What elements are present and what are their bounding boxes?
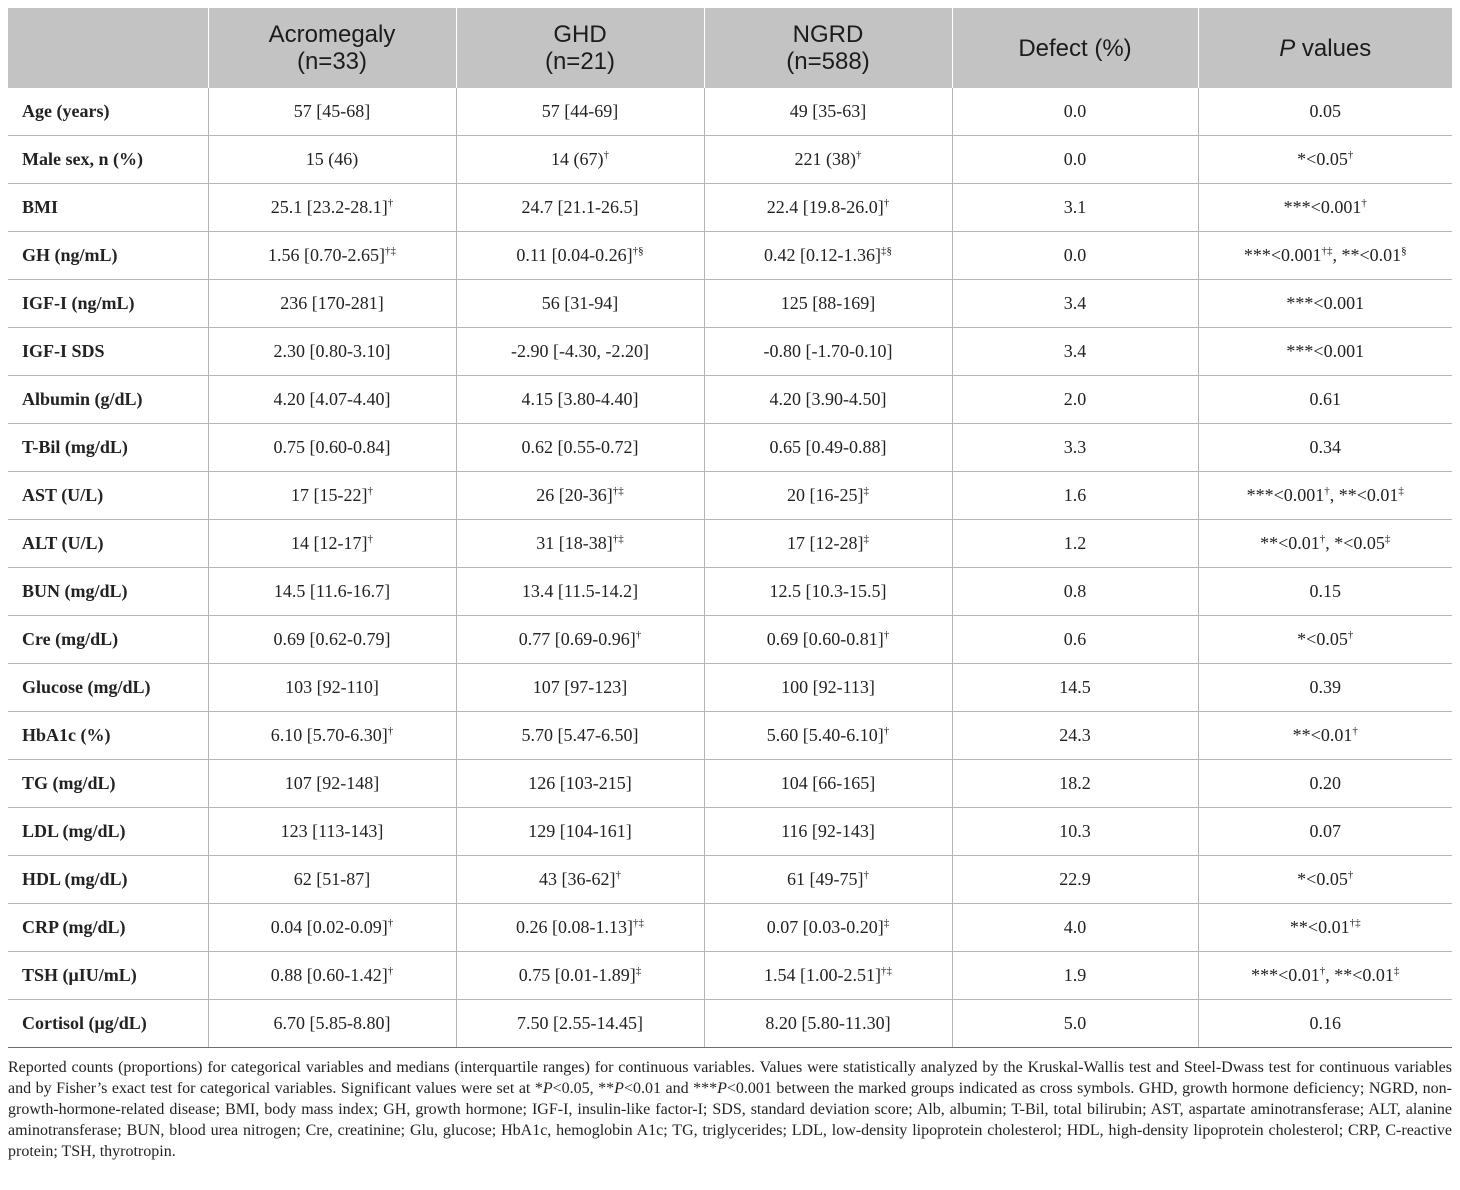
cell-value: 17 [12-28] (787, 533, 864, 553)
cell-acromegaly (208, 712, 456, 760)
cell-value: 4.15 [3.80-4.40] (521, 389, 639, 409)
cell-value: 56 [31-94] (541, 293, 619, 313)
cell-defect (952, 904, 1198, 952)
cell-value: 0.20 (1309, 773, 1341, 793)
cell-value: 123 [113-143] (280, 821, 384, 841)
row-label: Glucose (mg/dL) (8, 664, 208, 712)
table-container (8, 8, 1452, 1162)
cell-value: , **<0.01 (1329, 485, 1399, 505)
cell-value: 0.8 (1063, 581, 1087, 601)
cell-value: ***<0.001 (1286, 341, 1365, 361)
cell-p-value (1198, 808, 1452, 856)
cell-defect (952, 328, 1198, 376)
cell-value: 3.4 (1063, 293, 1087, 313)
cell-value: 221 (38) (794, 149, 856, 169)
cell-acromegaly (208, 184, 456, 232)
cell-value: 17 [15-22] (291, 485, 368, 505)
cell-ghd (456, 568, 704, 616)
table-row (8, 568, 1452, 616)
cell-value: 0.07 (1309, 821, 1341, 841)
cell-p-value (1198, 616, 1452, 664)
cell-defect (952, 520, 1198, 568)
row-label: HDL (mg/dL) (8, 856, 208, 904)
data-table (8, 8, 1452, 1048)
cell-p-value (1198, 904, 1452, 952)
cell-value: 0.15 (1309, 581, 1341, 601)
cell-defect (952, 472, 1198, 520)
cell-value: 4.0 (1063, 917, 1087, 937)
table-row (8, 376, 1452, 424)
table-row (8, 424, 1452, 472)
cell-value: 0.07 [0.03-0.20] (766, 917, 884, 937)
cell-p-value (1198, 88, 1452, 136)
cell-value: 43 [36-62] (539, 869, 616, 889)
cell-value: 18.2 (1059, 773, 1091, 793)
cell-value: 61 [49-75] (787, 869, 864, 889)
header-row (8, 8, 1452, 88)
cell-value: 0.75 [0.01-1.89] (518, 965, 636, 985)
cell-value: 8.20 [5.80-11.30] (765, 1013, 891, 1033)
significance-marker: † (1324, 485, 1330, 497)
row-label: Age (years) (8, 88, 208, 136)
header-ngrd: NGRD (n=588) (704, 8, 952, 88)
cell-value: 2.0 (1063, 389, 1087, 409)
significance-marker: †‡ (880, 965, 892, 977)
significance-marker: †‡ (632, 917, 644, 929)
header-p-values: P values (1198, 8, 1452, 88)
cell-value: 0.65 [0.49-0.88] (769, 437, 887, 457)
cell-ngrd (704, 232, 952, 280)
cell-value: 129 [104-161] (528, 821, 632, 841)
cell-ngrd (704, 328, 952, 376)
cell-acromegaly (208, 904, 456, 952)
cell-acromegaly (208, 88, 456, 136)
cell-ghd (456, 712, 704, 760)
cell-value: **<0.01 (1289, 917, 1350, 937)
cell-ngrd (704, 808, 952, 856)
cell-ghd (456, 856, 704, 904)
cell-ghd (456, 904, 704, 952)
cell-defect (952, 856, 1198, 904)
cell-ngrd (704, 952, 952, 1000)
cell-ngrd (704, 904, 952, 952)
cell-value: ***<0.001 (1243, 245, 1322, 265)
table-row (8, 184, 1452, 232)
table-row (8, 616, 1452, 664)
cell-value: 236 [170-281] (280, 293, 384, 313)
cell-p-value (1198, 568, 1452, 616)
table-row (8, 952, 1452, 1000)
cell-ngrd (704, 856, 952, 904)
cell-defect (952, 136, 1198, 184)
row-label: GH (ng/mL) (8, 232, 208, 280)
significance-marker: † (1347, 629, 1354, 641)
cell-ghd (456, 760, 704, 808)
cell-value: 57 [44-69] (541, 101, 619, 121)
cell-p-value (1198, 1000, 1452, 1048)
table-row (8, 88, 1452, 136)
cell-value: 1.2 (1063, 533, 1087, 553)
cell-p-value (1198, 712, 1452, 760)
cell-acromegaly (208, 1000, 456, 1048)
cell-value: 3.4 (1063, 341, 1087, 361)
row-label: Cortisol (μg/dL) (8, 1000, 208, 1048)
cell-value: 22.9 (1059, 869, 1091, 889)
table-row (8, 328, 1452, 376)
cell-value: 107 [92-148] (284, 773, 380, 793)
cell-ghd (456, 328, 704, 376)
cell-ngrd (704, 568, 952, 616)
cell-acromegaly (208, 328, 456, 376)
significance-marker: † (1347, 149, 1354, 161)
table-row (8, 472, 1452, 520)
significance-marker: †‡ (612, 533, 624, 545)
cell-value: 0.16 (1309, 1013, 1341, 1033)
cell-defect (952, 952, 1198, 1000)
cell-value: 24.7 [21.1-26.5] (521, 197, 639, 217)
cell-acromegaly (208, 520, 456, 568)
row-label: CRP (mg/dL) (8, 904, 208, 952)
cell-value: ***<0.01 (1251, 965, 1320, 985)
cell-value: ***<0.001 (1286, 293, 1365, 313)
cell-value: 104 [66-165] (780, 773, 876, 793)
cell-value: 0.69 [0.60-0.81] (766, 629, 884, 649)
significance-marker: † (603, 149, 609, 161)
cell-value: 3.1 (1063, 197, 1087, 217)
cell-ghd (456, 808, 704, 856)
cell-value: 0.11 [0.04-0.26] (516, 245, 633, 265)
significance-marker: † (1319, 533, 1326, 545)
significance-marker: † (883, 725, 890, 737)
cell-value: 0.05 (1309, 101, 1341, 121)
cell-value: 15 (46) (305, 149, 359, 169)
cell-value: 31 [18-38] (536, 533, 613, 553)
cell-ghd (456, 184, 704, 232)
cell-value: 4.20 [4.07-4.40] (273, 389, 391, 409)
cell-ghd (456, 376, 704, 424)
header-acromegaly: Acromegaly (n=33) (208, 8, 456, 88)
cell-value: 103 [92-110] (285, 677, 379, 697)
cell-value: 57 [45-68] (293, 101, 371, 121)
cell-ngrd (704, 664, 952, 712)
table-footnote: Reported counts (proportions) for categorical variables and medians (interquartile ranges) for continuous variables. Values were statistically analyzed by the Kruskal-Wallis test and Steel-Dwass test for continuous variables and by Fisher’s exact test for categorical variables. Significant values were set at *P<0.05, **P<0.01 and ***P<0.001 between the marked groups indicated as cross symbols. GHD, growth hormone deficiency; NGRD, non-growth-hormone-related disease; BMI, body mass index; GH, growth hormone; IGF-I, insulin-like factor-I; SDS, standard deviation score; Alb, albumin; T-Bil, total bilirubin; AST, aspartate aminotransferase; ALT, alanine aminotransferase; BUN, blood urea nitrogen; Cre, creatinine; Glu, glucose; HbA1c, hemoglobin A1c; TG, triglycerides; LDL, low-density lipoprotein cholesterol; HDL, high-density lipoprotein cholesterol; CRP, C-reactive protein; TSH, thyrotropin. (8, 1059, 1453, 1160)
cell-value: 10.3 (1059, 821, 1091, 841)
table-row (8, 760, 1452, 808)
cell-acromegaly (208, 232, 456, 280)
cell-p-value (1198, 520, 1452, 568)
cell-value: ***<0.001 (1246, 485, 1325, 505)
cell-value: **<0.01 (1260, 533, 1320, 553)
cell-value: *<0.05 (1297, 869, 1348, 889)
header-ghd: GHD (n=21) (456, 8, 704, 88)
significance-marker: † (1352, 725, 1358, 737)
significance-marker: § (1401, 245, 1407, 257)
cell-acromegaly (208, 808, 456, 856)
cell-value: 24.3 (1059, 725, 1091, 745)
cell-value: 0.77 [0.69-0.96] (518, 629, 636, 649)
significance-marker: †‡ (1321, 245, 1333, 257)
cell-defect (952, 232, 1198, 280)
cell-acromegaly (208, 760, 456, 808)
cell-value: 5.60 [5.40-6.10] (766, 725, 884, 745)
cell-value: 0.26 [0.08-1.13] (516, 917, 633, 937)
cell-ngrd (704, 712, 952, 760)
cell-value: 0.61 (1309, 389, 1341, 409)
cell-value: 14 [12-17] (291, 533, 368, 553)
cell-p-value (1198, 952, 1452, 1000)
cell-value: 0.6 (1063, 629, 1087, 649)
cell-value: 3.3 (1063, 437, 1087, 457)
cell-acromegaly (208, 472, 456, 520)
cell-p-value (1198, 280, 1452, 328)
cell-value: 7.50 [2.55-14.45] (517, 1013, 643, 1033)
cell-value: 1.56 [0.70-2.65] (268, 245, 385, 265)
cell-acromegaly (208, 280, 456, 328)
table-row (8, 664, 1452, 712)
row-label: TG (mg/dL) (8, 760, 208, 808)
significance-marker: † (1361, 197, 1367, 209)
table-row (8, 712, 1452, 760)
significance-marker: † (856, 149, 862, 161)
row-label: TSH (μIU/mL) (8, 952, 208, 1000)
significance-marker: †§ (632, 245, 644, 257)
cell-p-value (1198, 376, 1452, 424)
cell-acromegaly (208, 424, 456, 472)
significance-marker: ‡ (635, 965, 642, 977)
cell-acromegaly (208, 952, 456, 1000)
row-label: BMI (8, 184, 208, 232)
cell-defect (952, 184, 1198, 232)
cell-value: 0.75 [0.60-0.84] (273, 437, 391, 457)
cell-ghd (456, 1000, 704, 1048)
cell-value: 14.5 (1059, 677, 1091, 697)
cell-p-value (1198, 856, 1452, 904)
cell-value: 1.6 (1063, 485, 1087, 505)
cell-value: ***<0.001 (1283, 197, 1362, 217)
significance-marker: ‡§ (880, 245, 892, 257)
cell-value: 13.4 [11.5-14.2] (521, 581, 639, 601)
cell-ngrd (704, 616, 952, 664)
cell-defect (952, 376, 1198, 424)
cell-value: 22.4 [19.8-26.0] (766, 197, 884, 217)
cell-value: 125 [88-169] (780, 293, 876, 313)
cell-value: 0.69 [0.62-0.79] (273, 629, 391, 649)
significance-marker: † (1347, 869, 1354, 881)
table-body (8, 88, 1452, 1048)
row-label: Cre (mg/dL) (8, 616, 208, 664)
table-row (8, 280, 1452, 328)
cell-acromegaly (208, 664, 456, 712)
cell-ghd (456, 952, 704, 1000)
row-label: IGF-I SDS (8, 328, 208, 376)
cell-ngrd (704, 520, 952, 568)
row-label: Male sex, n (%) (8, 136, 208, 184)
cell-value: 49 [35-63] (789, 101, 867, 121)
cell-value: 100 [92-113] (781, 677, 875, 697)
row-label: HbA1c (%) (8, 712, 208, 760)
cell-value: 6.10 [5.70-6.30] (270, 725, 388, 745)
row-label: AST (U/L) (8, 472, 208, 520)
cell-value: 0.42 [0.12-1.36] (764, 245, 881, 265)
cell-ngrd (704, 88, 952, 136)
table-row (8, 904, 1452, 952)
cell-value: -0.80 [-1.70-0.10] (763, 341, 893, 361)
cell-acromegaly (208, 376, 456, 424)
row-label: BUN (mg/dL) (8, 568, 208, 616)
cell-defect (952, 1000, 1198, 1048)
header-defect: Defect (%) (952, 8, 1198, 88)
cell-ngrd (704, 760, 952, 808)
cell-ghd (456, 280, 704, 328)
significance-marker: †‡ (1349, 917, 1361, 929)
cell-acromegaly (208, 616, 456, 664)
cell-ghd (456, 472, 704, 520)
significance-marker: † (863, 869, 869, 881)
significance-marker: ‡ (883, 917, 890, 929)
row-label: Albumin (g/dL) (8, 376, 208, 424)
cell-value: **<0.01 (1292, 725, 1353, 745)
cell-defect (952, 808, 1198, 856)
cell-value: 1.54 [1.00-2.51] (764, 965, 881, 985)
cell-value: 0.04 [0.02-0.09] (270, 917, 388, 937)
cell-value: 5.70 [5.47-6.50] (521, 725, 639, 745)
cell-defect (952, 280, 1198, 328)
cell-value: 0.0 (1063, 149, 1087, 169)
cell-value: 107 [97-123] (532, 677, 628, 697)
table-row (8, 136, 1452, 184)
cell-acromegaly (208, 136, 456, 184)
significance-marker: † (1319, 965, 1326, 977)
significance-marker: † (883, 197, 890, 209)
cell-value: 4.20 [3.90-4.50] (769, 389, 887, 409)
table-row (8, 856, 1452, 904)
significance-marker: ‡ (1398, 485, 1404, 497)
cell-p-value (1198, 424, 1452, 472)
table-row (8, 1000, 1452, 1048)
cell-p-value (1198, 232, 1452, 280)
cell-p-value (1198, 328, 1452, 376)
cell-defect (952, 760, 1198, 808)
cell-value: 5.0 (1063, 1013, 1087, 1033)
cell-defect (952, 568, 1198, 616)
significance-marker: ‡ (863, 533, 869, 545)
cell-ghd (456, 232, 704, 280)
significance-marker: † (387, 725, 394, 737)
cell-value: 12.5 [10.3-15.5] (769, 581, 887, 601)
significance-marker: † (615, 869, 621, 881)
header-blank (8, 8, 208, 88)
cell-acromegaly (208, 568, 456, 616)
significance-marker: † (387, 197, 394, 209)
significance-marker: † (387, 917, 394, 929)
cell-p-value (1198, 136, 1452, 184)
row-label: T-Bil (mg/dL) (8, 424, 208, 472)
significance-marker: ‡ (863, 485, 869, 497)
cell-value: *<0.05 (1297, 629, 1348, 649)
significance-marker: †‡ (612, 485, 624, 497)
cell-ghd (456, 136, 704, 184)
cell-ghd (456, 664, 704, 712)
cell-value: 0.0 (1063, 101, 1087, 121)
cell-ngrd (704, 376, 952, 424)
cell-value: , **<0.01 (1325, 965, 1394, 985)
cell-acromegaly (208, 856, 456, 904)
significance-marker: † (367, 533, 373, 545)
significance-marker: † (387, 965, 394, 977)
cell-value: 6.70 [5.85-8.80] (273, 1013, 391, 1033)
cell-value: -2.90 [-4.30, -2.20] (511, 341, 649, 361)
cell-value: 0.0 (1063, 245, 1087, 265)
cell-p-value (1198, 472, 1452, 520)
cell-defect (952, 616, 1198, 664)
significance-marker: † (635, 629, 642, 641)
cell-ngrd (704, 1000, 952, 1048)
row-label: ALT (U/L) (8, 520, 208, 568)
cell-ngrd (704, 472, 952, 520)
cell-ngrd (704, 136, 952, 184)
significance-marker: † (883, 629, 890, 641)
cell-value: 62 [51-87] (293, 869, 371, 889)
cell-ghd (456, 616, 704, 664)
cell-ghd (456, 424, 704, 472)
cell-defect (952, 664, 1198, 712)
cell-ghd (456, 520, 704, 568)
cell-defect (952, 712, 1198, 760)
cell-value: , **<0.01 (1332, 245, 1402, 265)
cell-p-value (1198, 760, 1452, 808)
row-label: LDL (mg/dL) (8, 808, 208, 856)
cell-value: 126 [103-215] (528, 773, 632, 793)
cell-value: , *<0.05 (1325, 533, 1385, 553)
cell-value: 20 [16-25] (787, 485, 864, 505)
row-label: IGF-I (ng/mL) (8, 280, 208, 328)
cell-value: 25.1 [23.2-28.1] (270, 197, 388, 217)
cell-value: 0.39 (1309, 677, 1341, 697)
cell-p-value (1198, 664, 1452, 712)
cell-value: 14.5 [11.6-16.7] (273, 581, 391, 601)
cell-value: 0.62 [0.55-0.72] (521, 437, 639, 457)
cell-value: 14 (67) (551, 149, 604, 169)
cell-value: 116 [92-143] (781, 821, 875, 841)
table-row (8, 520, 1452, 568)
table-row (8, 808, 1452, 856)
significance-marker: † (367, 485, 373, 497)
cell-value: 0.88 [0.60-1.42] (270, 965, 388, 985)
cell-defect (952, 88, 1198, 136)
cell-value: 0.34 (1309, 437, 1341, 457)
cell-defect (952, 424, 1198, 472)
cell-p-value (1198, 184, 1452, 232)
cell-value: 26 [20-36] (536, 485, 613, 505)
significance-marker: ‡ (1393, 965, 1400, 977)
cell-ngrd (704, 280, 952, 328)
significance-marker: ‡ (1384, 533, 1391, 545)
significance-marker: †‡ (384, 245, 396, 257)
cell-ngrd (704, 184, 952, 232)
cell-value: 2.30 [0.80-3.10] (273, 341, 391, 361)
table-row (8, 232, 1452, 280)
cell-ngrd (704, 424, 952, 472)
cell-value: *<0.05 (1297, 149, 1348, 169)
cell-ghd (456, 88, 704, 136)
cell-value: 1.9 (1063, 965, 1087, 985)
